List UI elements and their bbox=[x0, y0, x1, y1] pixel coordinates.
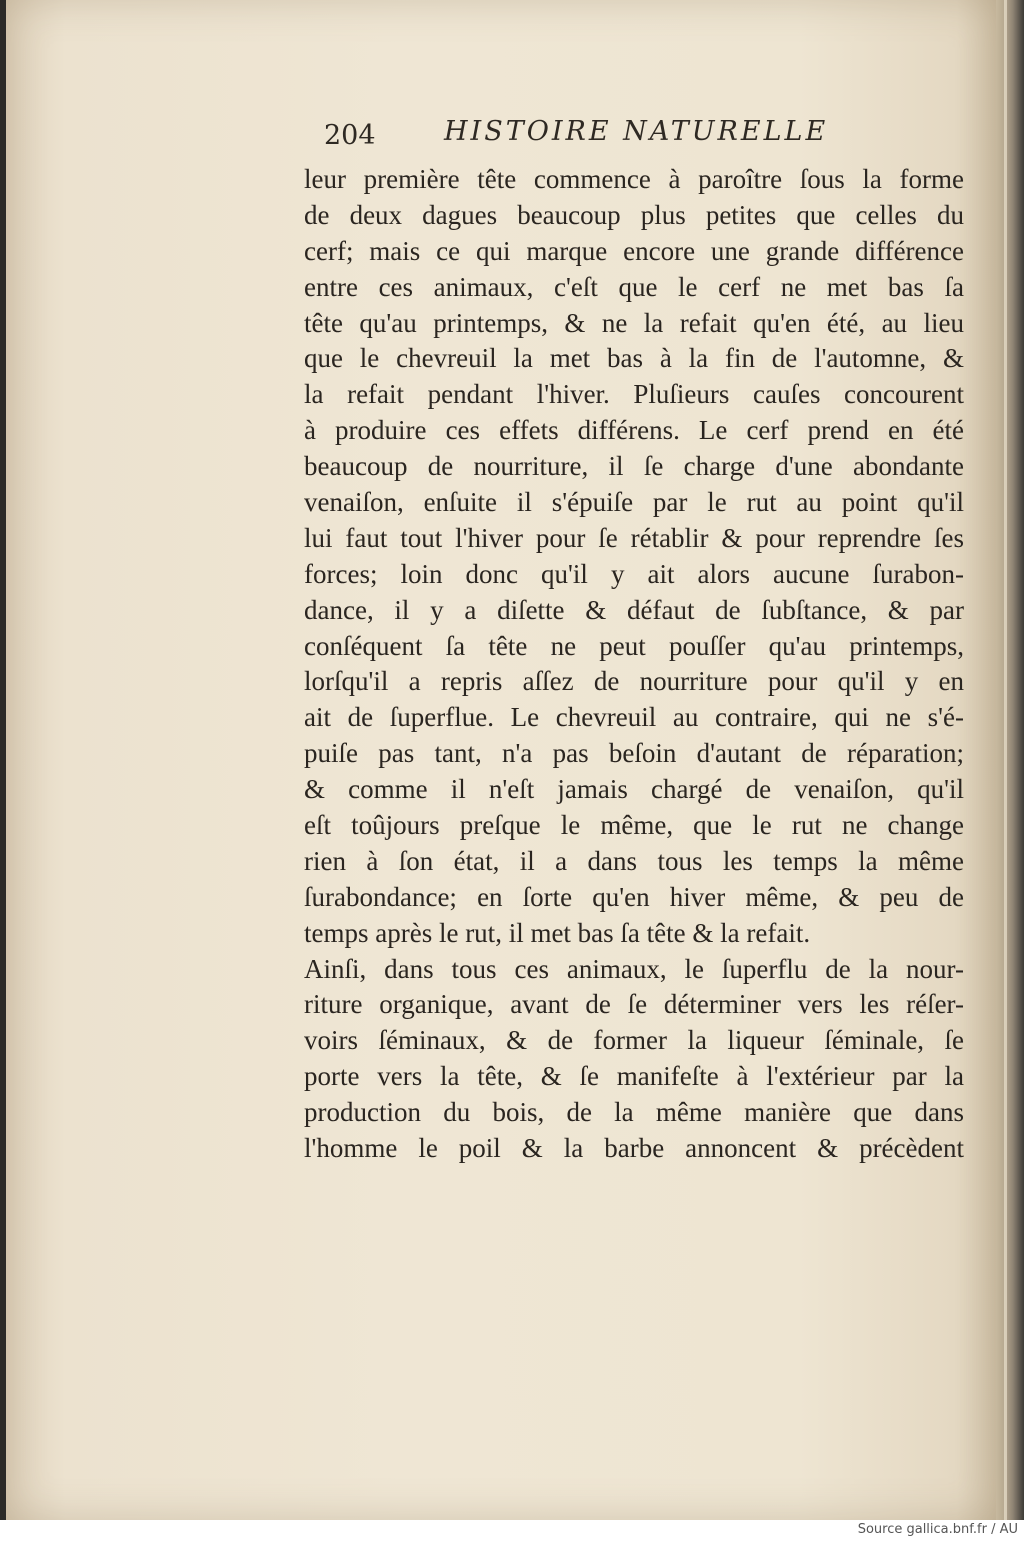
text-line: conſéquent ſa tête ne peut pouſſer qu'au printemps, bbox=[304, 630, 964, 661]
text-line: production du bois, de la même manière que dans bbox=[304, 1097, 964, 1128]
text-line: forces; loin donc qu'il y ait alors aucune ſurabon- bbox=[304, 558, 964, 589]
text-line: Ainſi, dans tous ces animaux, le ſuperflu de la nour- bbox=[304, 953, 964, 984]
source-footer bbox=[0, 1520, 1024, 1541]
page-edge-right bbox=[996, 0, 1024, 1520]
text-line: & comme il n'eſt jamais chargé de venaiſon, qu'il bbox=[304, 774, 964, 805]
text-line: de deux dagues beaucoup plus petites que celles du bbox=[304, 199, 964, 230]
text-line: temps après le rut, il met bas ſa tête & la refait. bbox=[304, 917, 811, 948]
text-line: riture organique, avant de ſe déterminer vers les réſer- bbox=[304, 989, 964, 1020]
text-line: porte vers la tête, & ſe manifeſte à l'extérieur par la bbox=[304, 1061, 964, 1092]
text-line: entre ces animaux, c'eſt que le cerf ne met bas ſa bbox=[304, 271, 964, 302]
text-line: l'homme le poil & la barbe annoncent & précèdent bbox=[304, 1133, 964, 1164]
body-text bbox=[304, 162, 964, 1167]
text-line: lorſqu'il a repris aſſez de nourriture pour qu'il y en bbox=[304, 666, 964, 697]
text-line: rien à ſon état, il a dans tous les temps la même bbox=[304, 845, 964, 876]
source-credit: Source gallica.bnf.fr / AU bbox=[857, 1522, 1018, 1537]
text-line: lui faut tout l'hiver pour ſe rétablir & pour reprendre ſes bbox=[304, 522, 964, 553]
text-line: ait de ſuperflue. Le chevreuil au contraire, qui ne s'é- bbox=[304, 702, 964, 733]
book-page bbox=[6, 0, 996, 1520]
text-line: voirs ſéminaux, & de former la liqueur ſéminale, ſe bbox=[304, 1025, 964, 1056]
page-number: 204 bbox=[324, 120, 376, 151]
text-line: eſt toûjours preſque le même, que le rut ne change bbox=[304, 810, 964, 841]
text-line: ſurabondance; en ſorte qu'en hiver même, & peu de bbox=[304, 881, 964, 912]
text-line: que le chevreuil la met bas à la fin de l'automne, & bbox=[304, 343, 964, 374]
text-line: cerf; mais ce qui marque encore une grande différence bbox=[304, 235, 964, 266]
text-line: beaucoup de nourriture, il ſe charge d'une abondante bbox=[304, 451, 964, 482]
page-header bbox=[324, 116, 964, 156]
text-line: à produire ces effets différens. Le cerf prend en été bbox=[304, 415, 964, 446]
running-title: HISTOIRE NATURELLE bbox=[444, 116, 829, 147]
text-line: leur première tête commence à paroître ſous la forme bbox=[304, 164, 964, 194]
page-edge-highlight bbox=[1004, 0, 1007, 1520]
text-line: puiſe pas tant, n'a pas beſoin d'autant de réparation; bbox=[304, 738, 964, 769]
text-line: venaiſon, enſuite il s'épuiſe par le rut au point qu'il bbox=[304, 487, 964, 518]
text-line: tête qu'au printemps, & ne la refait qu'en été, au lieu bbox=[304, 307, 964, 338]
text-line: la refait pendant l'hiver. Pluſieurs cauſes concourent bbox=[304, 379, 964, 410]
text-line: dance, il y a diſette & défaut de ſubſtance, & par bbox=[304, 594, 964, 625]
